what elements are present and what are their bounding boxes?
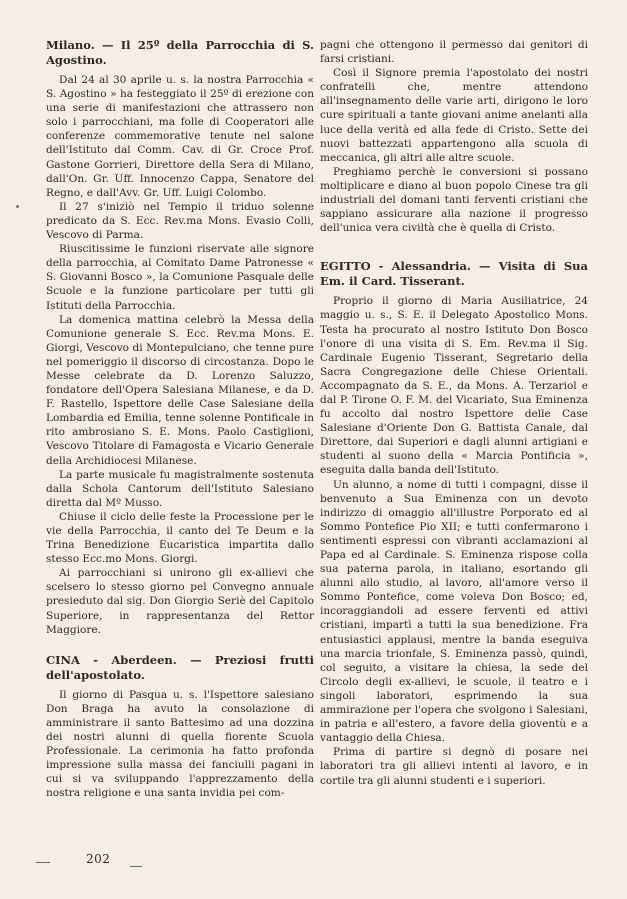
paragraph: Ai parrocchiani si unirono gli ex-allievi che scelsero lo stesso giorno pel Convegno annuale presieduto dal sig. Don Giorgio Seriè del Capitolo Superiore, in rappresentanza del Rettor Maggiore. bbox=[46, 567, 314, 636]
paragraph: Il giorno di Pasqua u. s. l'Ispettore salesiano Don Braga ha avuto la consolazione di amministrare il santo Battesimo ad una dozzina dei nostri alunni di quella fiorente Scuola Professionale. La cerimonia ha fatto profonda impressione sulla massa dei fanciulli pagani in cui si va sviluppando l'apprezzamento della nostra religione e una santa invidia pei com- bbox=[46, 688, 314, 800]
section-title-milano: Milano. — Il 25º della Parrocchia di S. Agostino. bbox=[46, 38, 314, 67]
paragraph: La parte musicale fu magistralmente sostenuta dalla Schola Cantorum dell'Istituto Salesiano diretta dal Mº Musso. bbox=[46, 468, 314, 509]
page-number: 202 bbox=[86, 852, 111, 866]
footer-rule-right bbox=[130, 866, 142, 867]
paragraph: Un alunno, a nome di tutti i compagni, disse il benvenuto a Sua Eminenza con un devoto indirizzo di omaggio all'illustre Porporato ed al Sommo Pontefice Pio XII; e tutti confermarono i sentimenti espressi con vibranti acclamazioni al Papa ed al Cardinale. S. Eminenza rispose colla sua paterna parola, in italiano, esortando gli alunni allo studio, al lavoro, all'amore verso il Sommo Pontefice, come voleva Don Bosco; ed, incoraggiandoli ad essere ferventi ed attivi cristiani, impartì a tutti la sua benedizione. Fra entusiastici applausi, mentre la banda eseguiva una marcia trionfale, S. Eminenza passò, quindi, col seguito, a visitare la chiesa, la sede del Circolo degli ex-allievi, le scuole, il teatro e i singoli laboratori, esprimendo la sua ammirazione per l'opera che svolgono i Salesiani, in patria e all'estero, a favore della gioventù e a vantaggio della Chiesa. bbox=[320, 478, 588, 745]
paragraph: Chiuse il ciclo delle feste la Processione per le vie della Parrocchia, il canto del Te Deum e la Trina Benedizione Eucaristica impartita dallo stesso Ecc.mo Mons. Giorgi. bbox=[46, 510, 314, 566]
print-speck bbox=[16, 205, 19, 208]
paragraph: Preghiamo perchè le conversioni si possano moltiplicare e diano al buon popolo Cinese tra gli industriali del domani tanti ferventi cristiani che sappiano assicurare alla nazione il progresso dell'unica vera civiltà che è quella di Cristo. bbox=[320, 165, 588, 235]
paragraph: Riuscitissime le funzioni riservate alle signore della parrocchia, al Comitato Dame Patronesse « S. Giovanni Bosco », la Comunione Pasquale delle Scuole e la funzione particolare per tutti gli Istituti della Parrocchia. bbox=[46, 243, 314, 312]
right-column bbox=[320, 38, 588, 788]
section-spacer bbox=[320, 235, 588, 259]
section-title-cina: CINA - Aberdeen. — Preziosi frutti dell'apostolato. bbox=[46, 652, 314, 682]
left-column bbox=[46, 38, 314, 801]
footer-rule-left bbox=[36, 862, 50, 863]
section-spacer bbox=[46, 637, 314, 653]
paragraph: Il 27 s'iniziò nel Tempio il triduo solenne predicato da S. Ecc. Rev.ma Mons. Evasio Colli, Vescovo di Parma. bbox=[46, 200, 314, 242]
paragraph: Proprio il giorno di Maria Ausiliatrice, 24 maggio u. s., S. E. il Delegato Apostolico Mons. Testa ha procurato al nostro Istituto Don Bosco l'onore di una visita di S. Em. Rev.ma il Sig. Cardinale Eugenio Tisserant, Segretario della Sacra Congregazione delle Chiese Orientali. Accompagnato da S. E., da Mons. A. Terzariol e dal P. Tirone O. F. M. del Vicariato, Sua Eminenza fu accolto dal nostro Ispettore delle Case Salesiane d'Oriente Don G. Battista Canale, dal Direttore, dai Superiori e dagli alunni artigiani e studenti al suono della « Marcia Pontificia », eseguita dalla banda dell'Istituto. bbox=[320, 295, 588, 477]
section-title-egitto: EGITTO - Alessandria. — Visita di Sua Em. il Card. Tisserant. bbox=[320, 259, 588, 289]
paragraph: Prima di partire si degnò di posare nei laboratori tra gli allievi intenti al lavoro, e in cortile tra gli alunni studenti e i superiori. bbox=[320, 746, 588, 787]
paragraph: Dal 24 al 30 aprile u. s. la nostra Parrocchia « S. Agostino » ha festeggiato il 25º di erezione con una serie di manifestazioni che attrassero non solo i parrocchiani, ma folle di Cooperatori alle conferenze commemorative tenute nel salone dell'Istituto dal Comm. Cav. di Gr. Croce Prof. Gastone Gorrieri, Direttore della Sera di Milano, dall'On. Gr. Uff. Innocenzo Cappa, Senatore del Regno, e dall'Avv. Gr. Uff. Luigi Colombo. bbox=[46, 74, 314, 199]
paragraph: Così il Signore premia l'apostolato dei nostri confratelli che, mentre attendono all'insegnamento delle varie arti, dirigono le loro cure spirituali a tante giovani anime anelanti alla luce della verità ed alla fede di Cristo. Sette dei nuovi battezzati appartengono alla scuola di meccanica, gli altri alle altre scuole. bbox=[320, 67, 588, 164]
paragraph: La domenica mattina celebrò la Messa della Comunione generale S. Ecc. Rev.ma Mons. E. Giorgi, Vescovo di Montepulciano, che tenne pure nel pomeriggio il discorso di circostanza. Dopo le Messe celebrate da D. Lorenzo Saluzzo, fondatore dell'Opera Salesiana Milanese, e da D. F. Rastello, Ispettore delle Case Salesiane della Lombardia ed Emilia, tenne solenne Pontificale in rito ambrosiano S. E. Mons. Paolo Castiglioni, Vescovo Titolare di Famagosta e Vicario Generale della Archidiocesi Milanese. bbox=[46, 313, 314, 467]
paragraph-continued: pagni che ottengono il permesso dai genitori di farsi cristiani. bbox=[320, 39, 588, 66]
